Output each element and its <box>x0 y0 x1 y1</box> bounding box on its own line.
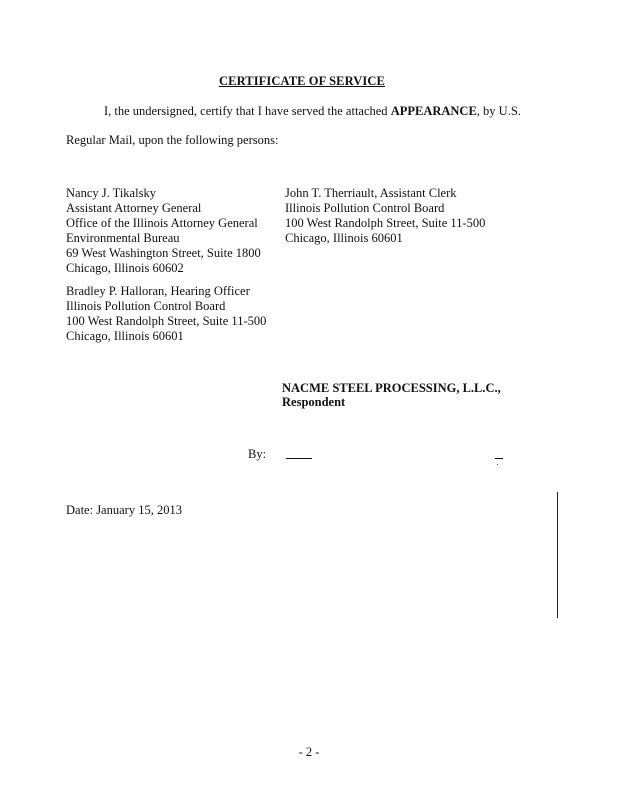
intro-document-name: APPEARANCE <box>390 104 477 118</box>
date-line: Date: January 15, 2013 <box>66 503 182 517</box>
intro-paragraph-line-1 <box>104 104 521 119</box>
recipient-name: Nancy J. Tikalsky <box>66 186 156 200</box>
recipient-city: Chicago, Illinois 60601 <box>66 329 184 343</box>
intro-text-prefix: I, the undersigned, certify that I have served the attached <box>104 104 391 118</box>
recipient-address-block <box>285 186 485 246</box>
recipient-address-block <box>66 284 266 344</box>
recipient-department: Environmental Bureau <box>66 231 180 245</box>
signature-line-end <box>495 458 503 459</box>
recipient-street: 69 West Washington Street, Suite 1800 <box>66 246 261 260</box>
scan-speck <box>497 464 498 465</box>
signature-line <box>286 458 312 459</box>
recipient-office: Illinois Pollution Control Board <box>66 299 226 313</box>
page-title: CERTIFICATE OF SERVICE <box>219 74 385 88</box>
recipient-street: 100 West Randolph Street, Suite 11-500 <box>285 216 486 230</box>
respondent-company: NACME STEEL PROCESSING, L.L.C., <box>282 381 501 395</box>
recipient-title: Assistant Attorney General <box>66 201 202 215</box>
recipient-office: Office of the Illinois Attorney General <box>66 216 258 230</box>
page-number: - 2 - <box>298 745 320 759</box>
recipient-street: 100 West Randolph Street, Suite 11-500 <box>66 314 267 328</box>
intro-paragraph-line-2: Regular Mail, upon the following persons: <box>66 133 279 147</box>
recipient-name: John T. Therriault, Assistant Clerk <box>285 186 457 200</box>
recipient-city: Chicago, Illinois 60601 <box>285 231 403 245</box>
recipient-office: Illinois Pollution Control Board <box>285 201 445 215</box>
margin-rule <box>557 492 558 618</box>
recipient-city: Chicago, Illinois 60602 <box>66 261 184 275</box>
signature-by-label: By: <box>248 447 267 461</box>
recipient-address-block <box>66 186 261 276</box>
respondent-role: Respondent <box>282 395 346 409</box>
recipient-name: Bradley P. Halloran, Hearing Officer <box>66 284 250 298</box>
intro-text-suffix: , by U.S. <box>476 104 521 118</box>
